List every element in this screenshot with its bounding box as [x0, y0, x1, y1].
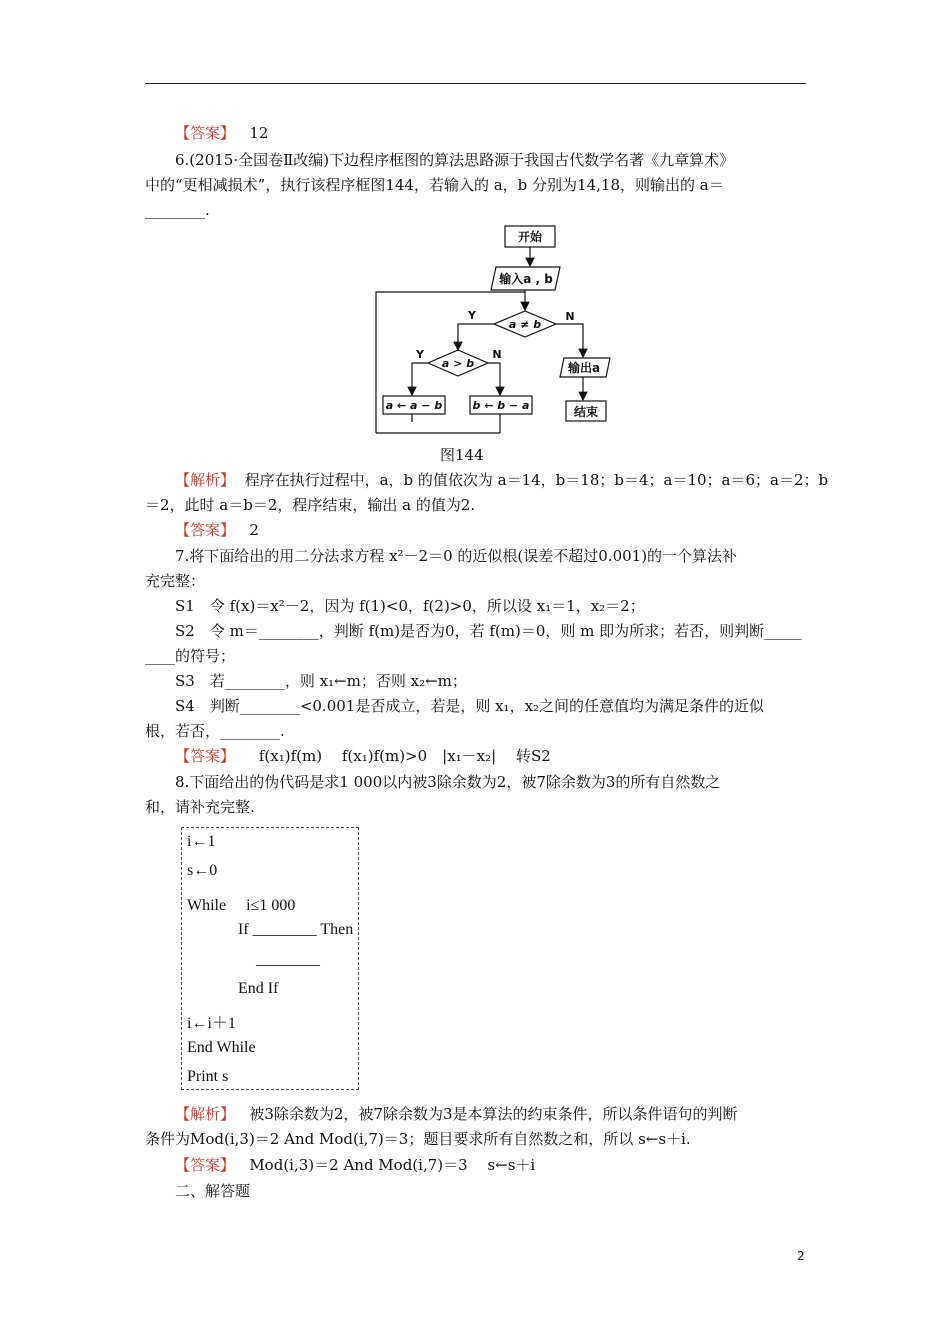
answer-value: 2: [249, 521, 259, 539]
q7-step2a: S2 令 m＝________，判断 f(m)是否为0，若 f(m)＝0，则 m 即为所求；若否，则判断_____: [175, 622, 802, 640]
flow-assign2-label: b ← b − a: [472, 399, 530, 412]
flow-output-label: 输出a: [567, 361, 601, 375]
answer-3: [175, 746, 551, 766]
q8-line2: 和，请补充完整.: [145, 798, 255, 816]
answer-label: 【答案】: [175, 1156, 236, 1174]
q6-solution-line1: [175, 470, 828, 490]
solution-label: 【解析】: [175, 471, 236, 489]
q7-step3: S3 若________，则 x₁←m；否则 x₂←m；: [175, 672, 467, 690]
q7-step4a: S4 判断________<0.001是否成立，若是，则 x₁，x₂之间的任意值均为满足条件的近似: [175, 697, 765, 715]
page-number: 2: [797, 1249, 805, 1263]
answer-2: [175, 520, 259, 540]
flow-start-label: 开始: [517, 230, 543, 244]
code-line-9: Print s: [187, 1068, 229, 1085]
flow-end-label: 结束: [573, 405, 599, 419]
flow-cond2-label: a > b: [441, 357, 475, 370]
header-rule: [145, 83, 806, 84]
q6-solution-line2: ＝2，此时 a＝b＝2，程序结束，输出 a 的值为2.: [145, 496, 476, 514]
answer-value: f(x₁)f(m) f(x₁)f(m)>0 |x₁－x₂| 转S2: [258, 747, 551, 765]
q8-solution-line2: 条件为Mod(i,3)＝2 And Mod(i,7)＝3；题目要求所有自然数之和，所以 s←s＋i.: [145, 1130, 691, 1148]
flow-yes-2: Y: [416, 348, 424, 361]
flow-cond1-label: a ≠ b: [508, 318, 542, 331]
code-line-6: End If: [238, 980, 279, 997]
q6-solution-text: 程序在执行过程中，a，b 的值依次为 a＝14，b＝18；b＝4；a＝10；a＝6；a＝2；b: [244, 471, 829, 489]
flow-no-2: N: [492, 348, 502, 361]
answer-value: 12: [249, 124, 269, 142]
pseudocode-box: [181, 827, 359, 1090]
flow-assign1-label: a ← a − b: [385, 399, 443, 412]
q6-line1: 6.(2015·全国卷Ⅱ改编)下边程序框图的算法思路源于我国古代数学名著《九章算术》: [175, 151, 735, 169]
flow-no-1: N: [565, 310, 575, 323]
flow-yes-1: Y: [468, 309, 476, 322]
code-line-8: End While: [187, 1039, 256, 1056]
q7-line1: 7.将下面给出的用二分法求方程 x²－2＝0 的近似根(误差不超过0.001)的一个算法补: [175, 547, 738, 565]
q8-solution-text: 被3除余数为2，被7除余数为3是本算法的约束条件，所以条件语句的判断: [249, 1105, 738, 1123]
answer-label: 【答案】: [175, 124, 236, 142]
section-heading: 二、解答题: [175, 1182, 251, 1200]
answer-label: 【答案】: [175, 521, 236, 539]
q7-step1: S1 令 f(x)＝x²－2，因为 f(1)<0，f(2)>0，所以设 x₁＝1，x₂＝2；: [175, 597, 645, 615]
code-line-3: While i≤1 000: [187, 897, 296, 914]
q7-step2b: ____的符号；: [145, 647, 236, 665]
code-line-7: i←i＋1: [187, 1015, 236, 1032]
q7-step4b: 根，若否，________.: [145, 722, 285, 740]
code-line-1: i←1: [187, 833, 216, 850]
flow-input-label: 输入a , b: [499, 272, 553, 286]
code-line-2: s←0: [187, 862, 218, 879]
q6-line3: ________.: [145, 201, 210, 219]
code-line-5: ________: [256, 951, 320, 968]
q6-line2: 中的“更相减损术”，执行该程序框图144，若输入的 a，b 分别为14,18，则输出的 a＝: [145, 176, 724, 194]
answer-label: 【答案】: [175, 747, 236, 765]
figure-caption: 图144: [440, 446, 484, 464]
solution-label: 【解析】: [175, 1105, 236, 1123]
answer-4: [175, 1155, 535, 1175]
flowchart: [370, 220, 620, 440]
q8-line1: 8.下面给出的伪代码是求1 000以内被3除余数为2，被7除余数为3的所有自然数之: [175, 773, 721, 791]
q8-solution-line1: [175, 1104, 738, 1124]
answer-value: Mod(i,3)＝2 And Mod(i,7)＝3 s←s＋i: [249, 1156, 536, 1174]
q7-line2: 充完整：: [145, 572, 206, 590]
answer-1: [175, 123, 268, 143]
code-line-4: If ________ Then: [238, 921, 354, 938]
